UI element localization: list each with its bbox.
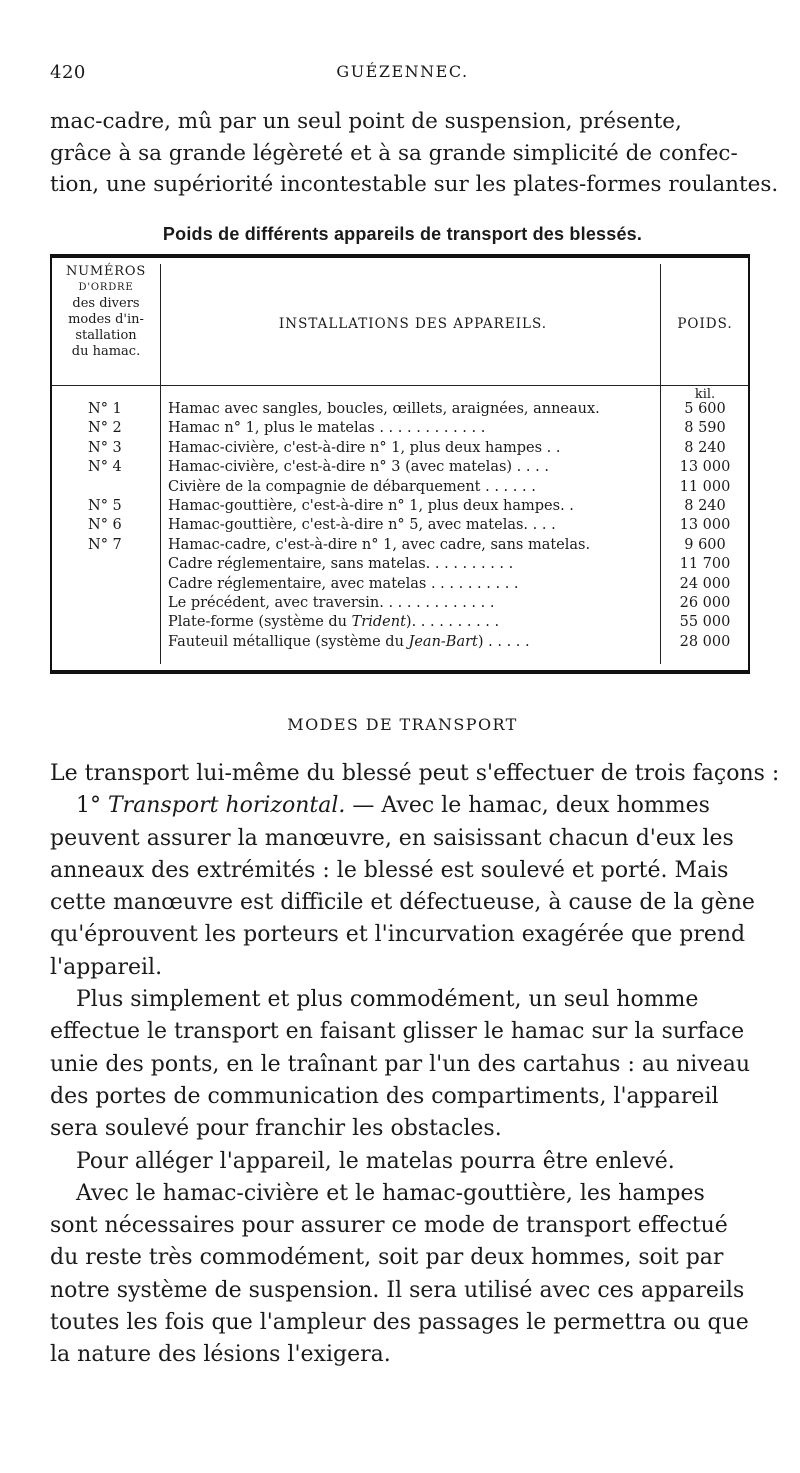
body-line: effectue le transport en faisant glisser le hamac sur la surface: [50, 1019, 745, 1045]
row-weight: 11 000: [679, 478, 731, 495]
row-weight: 55 000: [679, 614, 731, 631]
row-description: Hamac-civière, c'est-à-dire n° 3 (avec matelas) . . . .: [168, 459, 549, 476]
weights-table: [50, 254, 750, 674]
table-row: [52, 613, 748, 632]
item-number: 1°: [76, 793, 101, 819]
row-description: [168, 633, 660, 652]
desc-text: Fauteuil métallique (système du: [168, 633, 409, 650]
row-weight: 24 000: [679, 575, 731, 592]
row-description: Hamac avec sangles, boucles, œillets, araignées, anneaux.: [168, 401, 600, 417]
table-row: [52, 575, 748, 594]
table-caption: Poids de différents appareils de transport des blessés.: [162, 224, 643, 244]
body-line: anneaux des extrémités : le blessé est soulevé et porté. Mais: [50, 857, 729, 883]
row-description: Le précédent, avec traversin. . . . . . . . . . . . .: [168, 594, 495, 611]
row-description: Hamac n° 1, plus le matelas . . . . . . . . . . . .: [168, 420, 486, 437]
row-description: Cadre réglementaire, sans matelas. . . . . . . . . .: [168, 556, 514, 573]
row-number: N° 5: [88, 497, 122, 514]
body-line: la nature des lésions l'exigera.: [50, 1342, 391, 1368]
body-line: qu'éprouvent les porteurs et l'incurvation exagérée que prend: [50, 922, 746, 948]
row-description: Hamac-cadre, c'est-à-dire n° 1, avec cadre, sans matelas.: [168, 536, 591, 553]
row-description: Hamac-gouttière, c'est-à-dire n° 1, plus deux hampes. .: [168, 497, 574, 514]
body-line: Le transport lui-même du blessé peut s'effectuer de trois façons :: [50, 761, 780, 786]
row-weight: 13 000: [679, 517, 731, 534]
table-row: [52, 419, 748, 438]
section-title: MODES DE TRANSPORT: [287, 715, 518, 734]
desc-emphasis: Trident: [351, 614, 406, 631]
desc-text: ). . . . . . . . . .: [405, 614, 500, 631]
row-weight: 8 240: [684, 497, 726, 514]
header-divider: [52, 385, 748, 386]
table-row: [52, 555, 748, 574]
row-weight: 8 590: [684, 420, 726, 437]
column-header-number: [56, 264, 156, 360]
row-number: N° 3: [88, 439, 122, 456]
table-row: [52, 458, 748, 477]
body-line: Pour alléger l'appareil, le matelas pourra être enlevé.: [76, 1148, 675, 1174]
desc-text: ) . . . . .: [477, 633, 530, 650]
table-row: [52, 633, 748, 652]
desc-text: Plate-forme (système du: [168, 614, 352, 631]
body-line: peuvent assurer la manœuvre, en saisissant chacun d'eux les: [50, 825, 734, 851]
body-line: notre système de suspension. Il sera utilisé avec ces appareils: [50, 1277, 745, 1303]
intro-paragraph: [50, 106, 779, 201]
weight-unit: kil.: [694, 387, 716, 402]
row-description: Hamac-gouttière, c'est-à-dire n° 5, avec matelas. . . .: [168, 517, 556, 534]
row-number: N° 4: [88, 459, 122, 476]
body-line: Avec le hamac-civière et le hamac-gouttière, les hampes: [76, 1180, 705, 1206]
row-description: Cadre réglementaire, avec matelas . . . . . . . . . .: [168, 575, 519, 592]
item-text: — Avec le hamac, deux hommes: [345, 793, 710, 819]
table-row: [52, 516, 748, 535]
row-number: N° 7: [88, 536, 122, 553]
row-weight: 13 000: [679, 459, 731, 476]
desc-emphasis: Jean-Bart: [408, 633, 478, 650]
table-row: [52, 594, 748, 613]
row-number: N° 1: [88, 401, 122, 417]
header-line: NUMÉROS: [65, 264, 147, 279]
table-row: [52, 497, 748, 516]
row-number: N° 2: [88, 420, 122, 437]
body-line: des portes de communication des compartiments, l'appareil: [50, 1083, 719, 1109]
row-weight: 8 240: [684, 439, 726, 456]
row-description: Hamac-civière, c'est-à-dire n° 1, plus deux hampes . .: [168, 439, 561, 456]
table-row: [52, 439, 748, 458]
body-line: sera soulevé pour franchir les obstacles.: [50, 1116, 502, 1142]
table-row: [52, 536, 748, 555]
intro-line: mac-cadre, mû par un seul point de suspension, présente,: [50, 109, 682, 134]
table-body: [52, 400, 748, 652]
intro-line: grâce à sa grande légèreté et à sa grande simplicité de confec-: [50, 140, 738, 166]
column-header-weight: POIDS.: [677, 316, 733, 332]
row-description: Civière de la compagnie de débarquement . . . . . .: [168, 478, 536, 495]
body-line: l'appareil.: [50, 954, 163, 980]
body-line: du reste très commodément, soit par deux hommes, soit par: [50, 1245, 724, 1271]
page-header: [50, 62, 755, 92]
table-row: [52, 478, 748, 497]
row-weight: 28 000: [679, 633, 731, 650]
body-line: cette manœuvre est difficile et défectueuse, à cause de la gène: [50, 890, 755, 916]
table-row: [52, 400, 748, 419]
body-line: sont nécessaires pour assurer ce mode de transport effectué: [50, 1213, 728, 1239]
header-line: des divers: [72, 296, 140, 311]
body-line: toutes les fois que l'ampleur des passages le permettra ou que: [50, 1310, 749, 1336]
header-line: D'ORDRE: [78, 282, 134, 293]
body-line: Plus simplement et plus commodément, un seul homme: [76, 987, 699, 1013]
running-title: GUÉZENNEC.: [336, 62, 469, 81]
header-line: stallation: [75, 328, 137, 343]
page-number: 420: [50, 62, 86, 83]
row-weight: 26 000: [679, 594, 731, 611]
header-line: modes d'in-: [68, 312, 144, 327]
body-line: unie des ponts, en le traînant par l'un des cartahus : au niveau: [50, 1051, 751, 1077]
row-description: [168, 613, 660, 632]
row-number: N° 6: [88, 517, 122, 534]
item-title: Transport horizontal.: [108, 793, 346, 819]
intro-line: tion, une supériorité incontestable sur les plates-formes roulantes.: [50, 172, 779, 198]
body-text: [50, 758, 780, 1372]
header-line: du hamac.: [71, 344, 141, 359]
row-weight: 5 600: [684, 401, 726, 417]
column-header-installations: INSTALLATIONS DES APPAREILS.: [278, 316, 548, 332]
body-line-heading: [50, 790, 755, 822]
row-weight: 11 700: [679, 556, 731, 573]
row-weight: 9 600: [684, 536, 726, 553]
